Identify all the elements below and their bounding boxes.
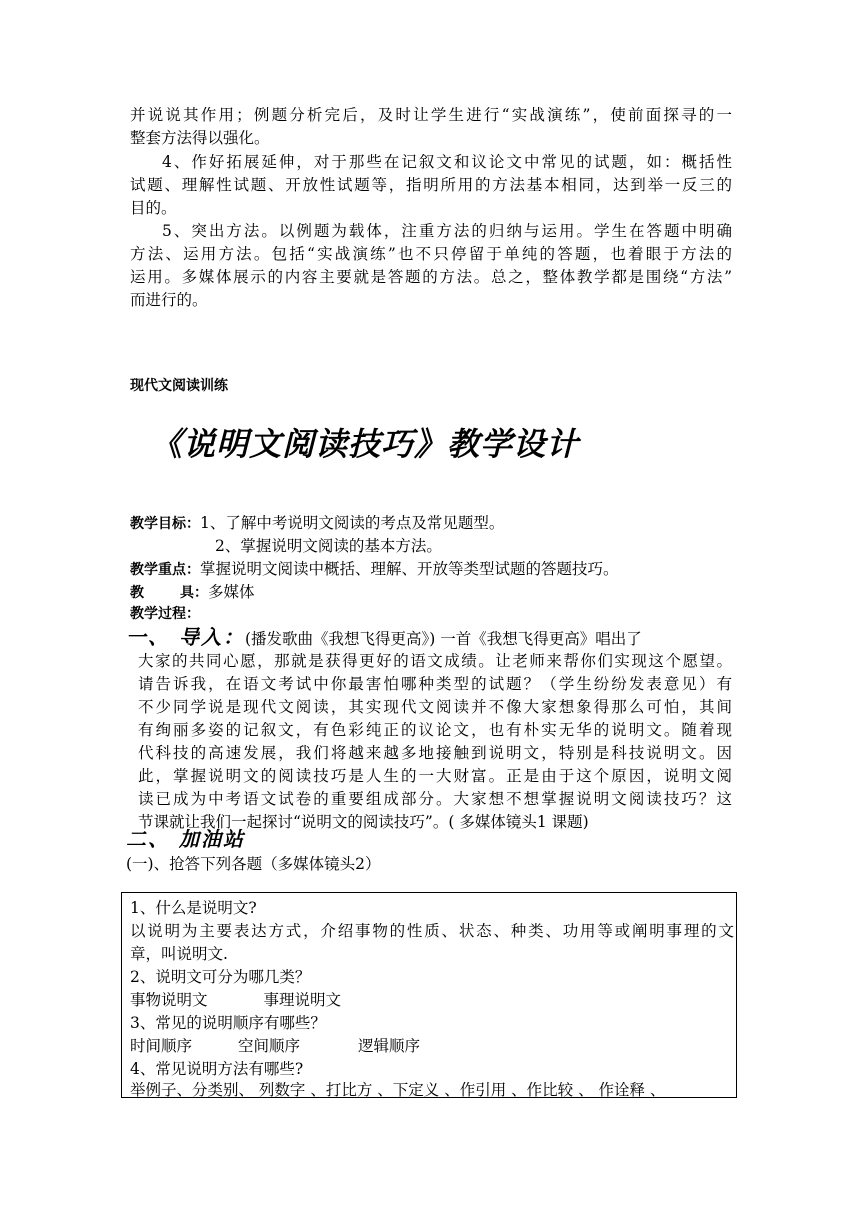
answer-item: 事理说明文 bbox=[263, 991, 342, 1009]
qa-answer-1-cont: 章，叫说明文. bbox=[130, 945, 228, 963]
part2-subheading: (一)、抢答下列各题（多媒体镜头2） bbox=[126, 855, 381, 873]
qa-question-1: 1、什么是说明文? bbox=[130, 899, 257, 917]
tools-text: 多媒体 bbox=[208, 583, 255, 601]
body-line: 读已成为中考语文试卷的重要组成部分。大家想不想掌握说明文阅读技巧？这 bbox=[138, 790, 732, 808]
answer-item: 时间顺序 bbox=[130, 1037, 193, 1055]
body-line: 5、突出方法。以例题为载体，注重方法的归纳与运用。学生在答题中明确 bbox=[162, 222, 732, 240]
body-line: 试题、理解性试题、开放性试题等，指明所用的方法基本相同，达到举一反三的 bbox=[130, 176, 732, 194]
process-label: 教学过程： bbox=[130, 606, 200, 622]
goals-item-1: 1、了解中考说明文阅读的考点及常见题型。 bbox=[200, 514, 505, 532]
body-line: 并说说其作用；例题分析完后，及时让学生进行“实战演练”，使前面探寻的一 bbox=[130, 106, 732, 124]
body-line: 方法、运用方法。包括“实战演练”也不只停留于单纯的答题，也着眼于方法的 bbox=[130, 245, 732, 263]
body-line: 目的。 bbox=[130, 199, 177, 217]
body-line: 代科技的高速发展，我们将越来越多地接触到说明文，特别是科技说明文。因 bbox=[138, 744, 732, 762]
answer-item: 逻辑顺序 bbox=[358, 1037, 421, 1055]
goals-item-2: 2、掌握说明文阅读的基本方法。 bbox=[215, 537, 442, 555]
qa-question-4: 4、常见说明方法有哪些? bbox=[130, 1060, 304, 1078]
body-line: 请告诉我，在语文考试中你最害怕哪种类型的试题？（学生纷纷发表意见）有 bbox=[138, 675, 732, 693]
part2-heading: 二、 加油站 bbox=[126, 827, 245, 851]
body-line: 4、作好拓展延伸，对于那些在记叙文和议论文中常见的试题，如：概括性 bbox=[162, 153, 732, 171]
qa-answer-2 bbox=[130, 989, 734, 1012]
part1-heading: 一、 导入： bbox=[126, 625, 245, 649]
tools-label-b: 具： bbox=[180, 585, 208, 601]
tools-label-a: 教 bbox=[130, 585, 144, 601]
focus-label: 教学重点： bbox=[130, 562, 200, 578]
body-line: 此，掌握说明文的阅读技巧是人生的一大财富。正是由于这个原因，说明文阅 bbox=[138, 767, 732, 785]
focus-row bbox=[130, 558, 732, 582]
qa-answer-1: 以说明为主要表达方式，介绍事物的性质、状态、种类、功用等或阐明事理的文 bbox=[130, 922, 734, 940]
part1-first-line bbox=[126, 626, 736, 651]
tools-row bbox=[130, 581, 732, 605]
focus-text: 掌握说明文阅读中概括、理解、开放等类型试题的答题技巧。 bbox=[200, 560, 619, 578]
body-line: 有绚丽多姿的记叙文，有色彩纯正的议论文，也有朴实无华的说明文。随着现 bbox=[138, 721, 732, 739]
body-line: 整套方法得以强化。 bbox=[130, 129, 270, 147]
qa-answer-4: 举例子、分类别、 列数字 、打比方 、下定义 、作引用 、作比较 、 作诠释 、 bbox=[130, 1081, 666, 1099]
answer-item: 空间顺序 bbox=[238, 1037, 301, 1055]
answer-item: 事物说明文 bbox=[130, 991, 208, 1009]
body-line: 节课就让我们一起探讨“说明文的阅读技巧”。( 多媒体镜头1 课题) bbox=[138, 813, 589, 831]
body-line: 运用。多媒体展示的内容主要就是答题的方法。总之，整体教学都是围绕“方法” bbox=[130, 268, 732, 286]
goals-label: 教学目标： bbox=[130, 516, 200, 532]
section-label: 现代文阅读训练 bbox=[130, 378, 228, 394]
body-line: 不少同学说是现代文阅读，其实现代文阅读并不像大家想象得那么可怕，其间 bbox=[138, 698, 732, 716]
qa-question-3: 3、常见的说明顺序有哪些？ bbox=[130, 1014, 326, 1032]
document-title: 《说明文阅读技巧》教学设计 bbox=[150, 425, 580, 463]
qa-question-2: 2、说明文可分为哪几类？ bbox=[130, 968, 311, 986]
goals-row bbox=[130, 512, 732, 536]
qa-answer-3 bbox=[130, 1035, 734, 1058]
part1-text: (播发歌曲《我想飞得更高》) 一首《我想飞得更高》唱出了 bbox=[244, 630, 642, 648]
body-line: 大家的共同心愿，那就是获得更好的语文成绩。让老师来帮你们实现这个愿望。 bbox=[138, 652, 732, 670]
body-line: 而进行的。 bbox=[130, 291, 208, 309]
